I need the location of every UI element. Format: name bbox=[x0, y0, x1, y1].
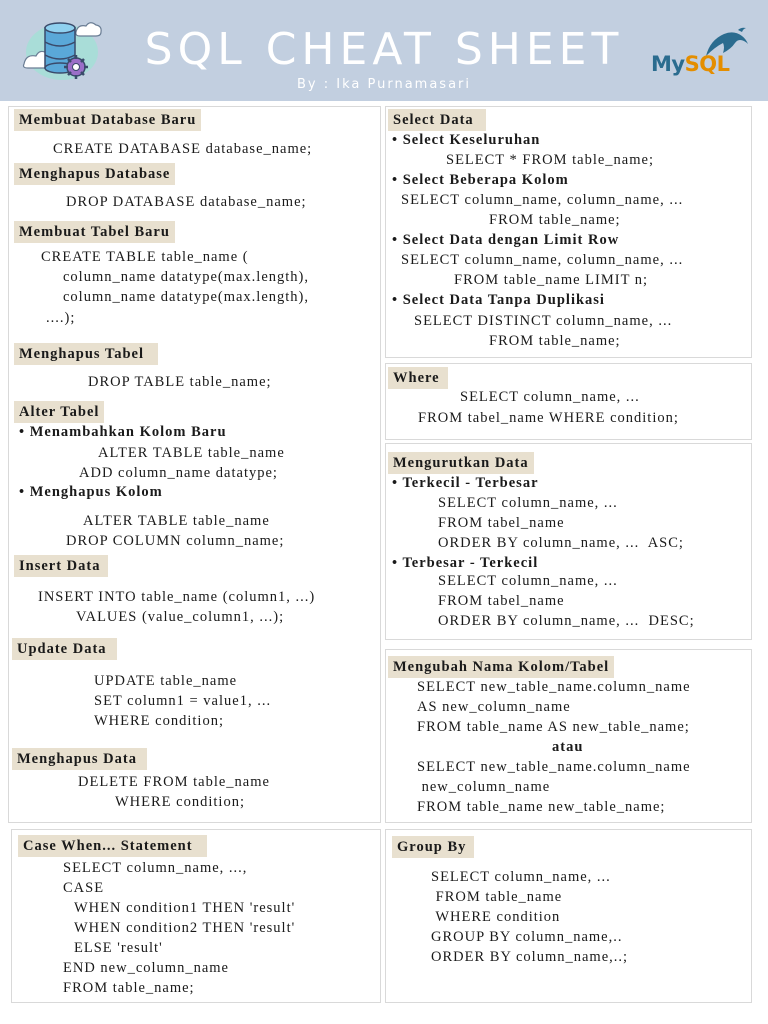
code-line: WHERE condition; bbox=[115, 794, 245, 810]
code-line: DELETE FROM table_name bbox=[78, 774, 270, 790]
code-line: FROM table_name LIMIT n; bbox=[454, 272, 649, 288]
label-delete-data: Menghapus Data bbox=[12, 748, 147, 770]
code-line: INSERT INTO table_name (column1, ...) bbox=[38, 589, 316, 605]
or-separator: atau bbox=[552, 739, 584, 755]
label-select-data: Select Data bbox=[388, 109, 486, 131]
code-line: FROM table_name AS new_table_name; bbox=[417, 719, 690, 735]
code-line: column_name datatype(max.length), bbox=[63, 289, 309, 305]
code-line: FROM tabel_name bbox=[438, 593, 565, 609]
label-group-by: Group By bbox=[392, 836, 474, 858]
code-line: ORDER BY column_name, ... DESC; bbox=[438, 613, 695, 629]
code-line: SELECT column_name, ... bbox=[438, 573, 618, 589]
code-line: ADD column_name datatype; bbox=[79, 465, 278, 481]
code-line: SELECT column_name, ... bbox=[431, 869, 611, 885]
code-line: DROP COLUMN column_name; bbox=[66, 533, 285, 549]
code-line: WHEN condition1 THEN 'result' bbox=[74, 900, 296, 916]
label-where: Where bbox=[388, 367, 448, 389]
code-line: FROM table_name bbox=[431, 889, 563, 905]
code-line: SELECT column_name, ... bbox=[438, 495, 618, 511]
code-line: ORDER BY column_name, ... ASC; bbox=[438, 535, 684, 551]
code-line: ALTER TABLE table_name bbox=[83, 513, 270, 529]
code-line: END new_column_name bbox=[63, 960, 229, 976]
label-drop-database: Menghapus Database bbox=[14, 163, 175, 185]
logo-sql: SQL bbox=[684, 52, 730, 76]
subheading: • Select Data Tanpa Duplikasi bbox=[392, 292, 605, 308]
code-line: SELECT column_name, ..., bbox=[63, 860, 248, 876]
subheading: • Terkecil - Terbesar bbox=[392, 475, 539, 491]
code-line: CREATE TABLE table_name ( bbox=[41, 249, 249, 265]
code-line: ALTER TABLE table_name bbox=[98, 445, 285, 461]
page-title: SQL CHEAT SHEET bbox=[144, 24, 624, 75]
code-line: WHERE condition bbox=[431, 909, 561, 925]
label-rename: Mengubah Nama Kolom/Tabel bbox=[388, 656, 614, 678]
code-line: WHERE condition; bbox=[94, 713, 224, 729]
code-line: column_name datatype(max.length), bbox=[63, 269, 309, 285]
code-line: FROM table_name new_table_name; bbox=[417, 799, 666, 815]
label-drop-table: Menghapus Tabel bbox=[14, 343, 158, 365]
label-create-table: Membuat Tabel Baru bbox=[14, 221, 175, 243]
subheading: • Select Keseluruhan bbox=[392, 132, 541, 148]
label-update-data: Update Data bbox=[12, 638, 117, 660]
code-line: SELECT column_name, column_name, ... bbox=[401, 252, 684, 268]
subheading: • Terbesar - Terkecil bbox=[392, 555, 539, 571]
code-drop-database: DROP DATABASE database_name; bbox=[66, 194, 307, 210]
code-line: WHEN condition2 THEN 'result' bbox=[74, 920, 296, 936]
code-line: GROUP BY column_name,.. bbox=[431, 929, 623, 945]
code-line: ELSE 'result' bbox=[74, 940, 163, 956]
subheading: • Menambahkan Kolom Baru bbox=[19, 424, 227, 440]
header-banner bbox=[0, 0, 768, 101]
subheading: • Menghapus Kolom bbox=[19, 484, 163, 500]
code-line: SELECT * FROM table_name; bbox=[446, 152, 654, 168]
mysql-logo bbox=[648, 26, 752, 80]
code-line: CASE bbox=[63, 880, 105, 896]
code-line: ....); bbox=[46, 310, 76, 326]
code-line: new_column_name bbox=[417, 779, 551, 795]
code-line: VALUES (value_column1, ...); bbox=[76, 609, 285, 625]
code-line: SELECT column_name, ... bbox=[460, 389, 640, 405]
label-alter-table: Alter Tabel bbox=[14, 401, 104, 423]
author-byline: By : Ika Purnamasari bbox=[297, 77, 471, 92]
label-case-when: Case When... Statement bbox=[18, 835, 207, 857]
code-create-database: CREATE DATABASE database_name; bbox=[53, 141, 313, 157]
code-line: FROM table_name; bbox=[489, 333, 621, 349]
code-line: UPDATE table_name bbox=[94, 673, 238, 689]
code-line: SET column1 = value1, ... bbox=[94, 693, 272, 709]
code-drop-table: DROP TABLE table_name; bbox=[88, 374, 272, 390]
label-insert-data: Insert Data bbox=[14, 555, 108, 577]
code-line: FROM table_name; bbox=[63, 980, 195, 996]
subheading: • Select Data dengan Limit Row bbox=[392, 232, 620, 248]
code-line: SELECT new_table_name.column_name bbox=[417, 679, 691, 695]
code-line: AS new_column_name bbox=[417, 699, 571, 715]
code-line: SELECT DISTINCT column_name, ... bbox=[414, 313, 673, 329]
label-create-database: Membuat Database Baru bbox=[14, 109, 201, 131]
code-line: ORDER BY column_name,..; bbox=[431, 949, 629, 965]
label-order-data: Mengurutkan Data bbox=[388, 452, 534, 474]
code-line: SELECT column_name, column_name, ... bbox=[401, 192, 684, 208]
subheading: • Select Beberapa Kolom bbox=[392, 172, 569, 188]
logo-my: My bbox=[651, 52, 685, 76]
code-line: SELECT new_table_name.column_name bbox=[417, 759, 691, 775]
code-line: FROM table_name; bbox=[489, 212, 621, 228]
code-line: FROM tabel_name bbox=[438, 515, 565, 531]
code-line: FROM tabel_name WHERE condition; bbox=[418, 410, 679, 426]
